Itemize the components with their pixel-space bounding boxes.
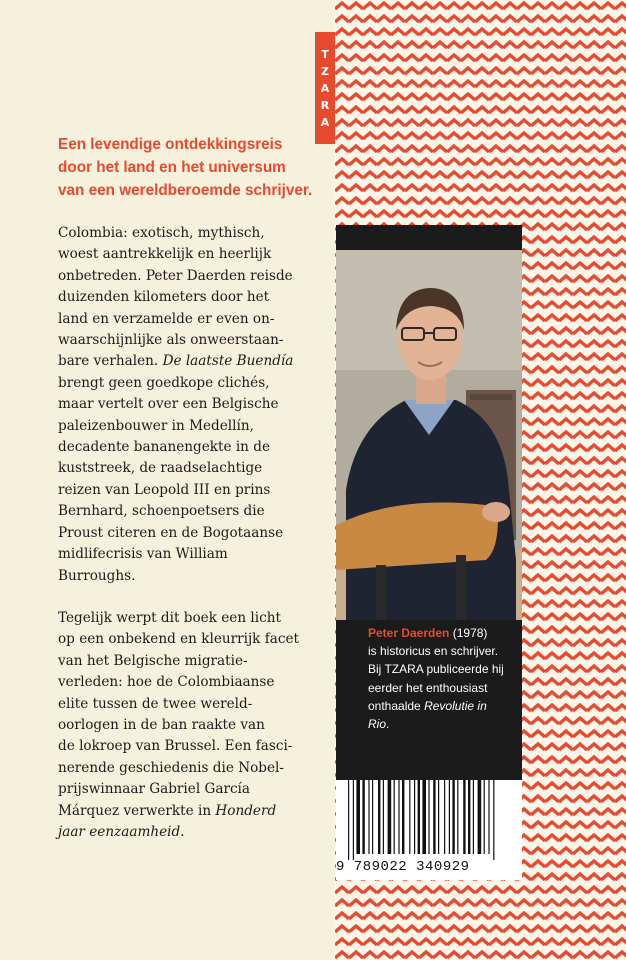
text-line: op een onbekend en kleurrijk facet	[58, 631, 299, 648]
barcode-bar	[356, 780, 360, 854]
text-line: kuststreek, de raadselachtige	[58, 460, 263, 477]
logo-letter: Z	[321, 64, 329, 78]
text-span: Márquez verwerkte in	[58, 802, 212, 819]
barcode-bar	[444, 780, 445, 854]
text-line: verleden: hoe de Colombiaanse	[58, 674, 275, 691]
text-span: bare verhalen.	[58, 353, 159, 370]
barcode-bar	[473, 780, 474, 854]
author-portrait-illustration	[336, 250, 522, 620]
barcode-bar	[422, 780, 426, 854]
barcode-bar	[478, 780, 482, 854]
tagline-line: door het land en het universum	[58, 159, 286, 176]
barcode-bar	[484, 780, 485, 854]
text-line: Colombia: exotisch, mythisch,	[58, 225, 265, 241]
text-line: Burroughs.	[58, 567, 136, 584]
book-title: De laatste Buendía	[162, 353, 294, 370]
author-photo	[336, 250, 522, 620]
barcode-bar	[383, 780, 384, 854]
text-line: woest aantrekkelijk en heerlijk	[58, 246, 272, 263]
barcode-bars	[336, 780, 522, 860]
text-line: paleizenbouwer in Medellín,	[58, 417, 254, 434]
barcode-bar	[418, 780, 420, 854]
text-line: prijswinnaar Gabriel García	[58, 781, 251, 798]
author-bio	[368, 624, 518, 733]
blurb-paragraph-2	[58, 608, 318, 843]
book-title: Revolutie in	[424, 698, 487, 713]
text-line: waarschijnlijke als onweerstaan-	[58, 332, 284, 349]
text-line: brengt geen goedkope clichés,	[58, 374, 270, 391]
text-line: duizenden kilometers door het	[58, 289, 270, 306]
text-line: elite tussen de twee wereld-	[58, 695, 253, 712]
barcode-bar	[348, 780, 349, 860]
tagline-line: Een levendige ontdekkingsreis	[58, 136, 283, 153]
book-title: Honderd	[215, 802, 277, 819]
bio-line	[368, 715, 518, 733]
text-span: .	[386, 717, 390, 732]
barcode-bar	[468, 780, 470, 854]
bio-line	[368, 697, 518, 715]
barcode-bar	[488, 780, 489, 854]
text-span: .	[180, 824, 185, 841]
text-line: nerende geschiedenis die Nobel-	[58, 759, 284, 776]
barcode-bar	[493, 780, 494, 860]
barcode-bar	[402, 780, 404, 854]
barcode-bar	[433, 780, 435, 854]
logo-letter: R	[320, 98, 330, 112]
isbn-number: 9 789022 340929	[336, 859, 470, 875]
logo-letter: A	[320, 115, 330, 129]
barcode-bar	[428, 780, 429, 854]
barcode-bar	[409, 780, 410, 854]
blurb-paragraph-1	[58, 223, 318, 587]
text-line: midlifecrisis van William	[58, 546, 228, 563]
author-name: Peter Daerden	[368, 626, 450, 640]
text-line	[58, 351, 318, 372]
barcode-bar	[452, 780, 454, 854]
tzara-logo	[315, 32, 335, 144]
barcode-bar	[388, 780, 392, 854]
text-line: reizen van Leopold III en prins	[58, 481, 271, 498]
text-line: maar vertelt over een Belgische	[58, 396, 279, 413]
bio-line: Bij TZARA publiceerde hij	[368, 662, 504, 677]
isbn-barcode	[336, 780, 522, 880]
bio-line	[368, 624, 518, 642]
text-line: onbetreden. Peter Daerden reisde	[58, 267, 293, 284]
book-title: jaar eenzaamheid	[58, 824, 181, 841]
text-line: Tegelijk werpt dit boek een licht	[58, 610, 281, 626]
text-line	[58, 822, 318, 843]
barcode-bar	[378, 780, 380, 854]
tagline	[58, 133, 328, 202]
barcode-bar	[372, 780, 373, 854]
text-line: Bernhard, schoenpoetsers die	[58, 503, 265, 520]
barcode-bar	[457, 780, 458, 854]
barcode-bar	[414, 780, 415, 854]
logo-letter: A	[320, 81, 330, 95]
text-line: land en verzamelde er even on-	[58, 310, 275, 327]
text-line: van het Belgische migratie-	[58, 652, 248, 669]
logo-letter: T	[321, 47, 329, 61]
bio-line: eerder het enthousiast	[368, 680, 488, 695]
barcode-bar	[362, 780, 364, 854]
text-line	[58, 801, 318, 822]
barcode-bar	[398, 780, 399, 854]
tagline-line: van een wereldberoemde schrijver.	[58, 182, 313, 199]
book-title: Rio	[368, 717, 387, 732]
barcode-bar	[368, 780, 369, 854]
barcode-bar	[463, 780, 465, 854]
text-line: Proust citeren en de Bogotaanse	[58, 524, 284, 541]
bio-line: is historicus en schrijver.	[368, 644, 499, 659]
author-year: (1978)	[452, 626, 488, 640]
text-line: oorlogen in de ban raakte van	[58, 717, 265, 734]
author-panel	[336, 225, 522, 780]
barcode-bar	[438, 780, 439, 854]
text-span: onthaalde	[368, 698, 421, 713]
barcode-bar	[394, 780, 395, 854]
barcode-bar	[353, 780, 354, 860]
text-line: decadente bananengekte in de	[58, 439, 270, 456]
barcode-bar	[449, 780, 450, 854]
text-line: de lokroep van Brussel. Een fasci-	[58, 738, 293, 755]
